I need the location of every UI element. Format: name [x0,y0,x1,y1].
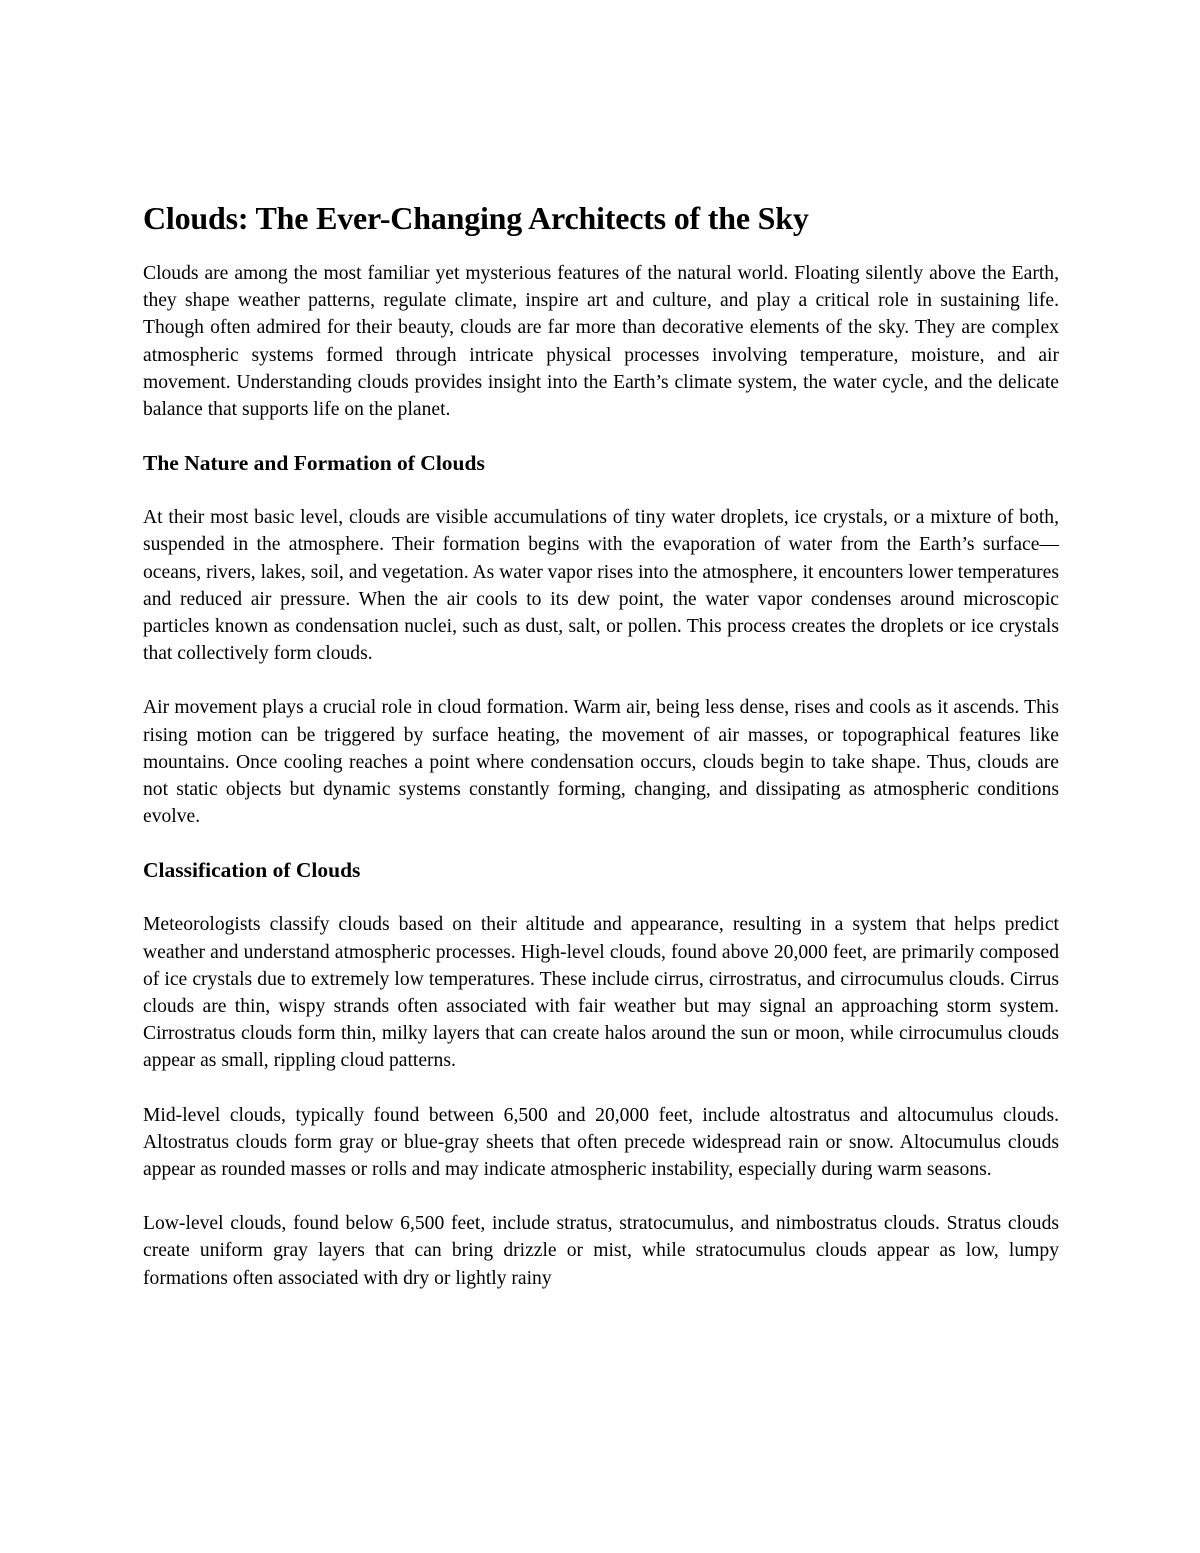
section-heading-classification: Classification of Clouds [143,858,361,883]
document-title: Clouds: The Ever-Changing Architects of the Sky [143,200,809,236]
paragraph-formation-1: At their most basic level, clouds are visible accumulations of tiny water droplets, ice crystals, or a mixture of both, suspended in the atmosphere. Their formation begins with the evaporation of water from the Earth’s surface—oceans, rivers, lakes, soil, and vegetation. As water vapor rises into the atmosphere, it encounters lower temperatures and reduced air pressure. When the air cools to its dew point, the water vapor condenses around microscopic particles known as condensation nuclei, such as dust, salt, or pollen. This process creates the droplets or ice crystals that collectively form clouds. [143,507,1059,665]
paragraph-classification-2: Mid-level clouds, typically found between 6,500 and 20,000 feet, include altostratus and altocumulus clouds. Altostratus clouds form gray or blue-gray sheets that often precede widespread rain or snow. Altocumulus clouds appear as rounded masses or rolls and may indicate atmospheric instability, especially during warm seasons. [143,1104,1059,1181]
paragraph-formation-2: Air movement plays a crucial role in cloud formation. Warm air, being less dense, rises and cools as it ascends. This rising motion can be triggered by surface heating, the movement of air masses, or topographical features like mountains. Once cooling reaches a point where condensation occurs, clouds begin to take shape. Thus, clouds are not static objects but dynamic systems constantly forming, changing, and dissipating as atmospheric conditions evolve. [143,697,1059,828]
section-heading-formation: The Nature and Formation of Clouds [143,451,485,476]
document-body [143,196,1059,1292]
intro-paragraph: Clouds are among the most familiar yet mysterious features of the natural world. Floating silently above the Earth, they shape weather patterns, regulate climate, inspire art and culture, and play a critical role in sustaining life. Though often admired for their beauty, clouds are far more than decorative elements of the sky. They are complex atmospheric systems formed through intricate physical processes involving temperature, moisture, and air movement. Understanding clouds provides insight into the Earth’s climate system, the water cycle, and the delicate balance that supports life on the planet. [143,263,1059,421]
paragraph-classification-3: Low-level clouds, found below 6,500 feet, include stratus, stratocumulus, and nimbostratus clouds. Stratus clouds create uniform gray layers that can bring drizzle or mist, while stratocumulus clouds appear as low, lumpy formations often associated with dry or lightly rainy [143,1213,1059,1289]
paragraph-classification-1: Meteorologists classify clouds based on their altitude and appearance, resulting in a system that helps predict weather and understand atmospheric processes. High-level clouds, found above 20,000 feet, are primarily composed of ice crystals due to extremely low temperatures. These include cirrus, cirrostratus, and cirrocumulus clouds. Cirrus clouds are thin, wispy strands often associated with fair weather but may signal an approaching storm system. Cirrostratus clouds form thin, milky layers that can create halos around the sun or moon, while cirrocumulus clouds appear as small, rippling cloud patterns. [143,914,1059,1072]
